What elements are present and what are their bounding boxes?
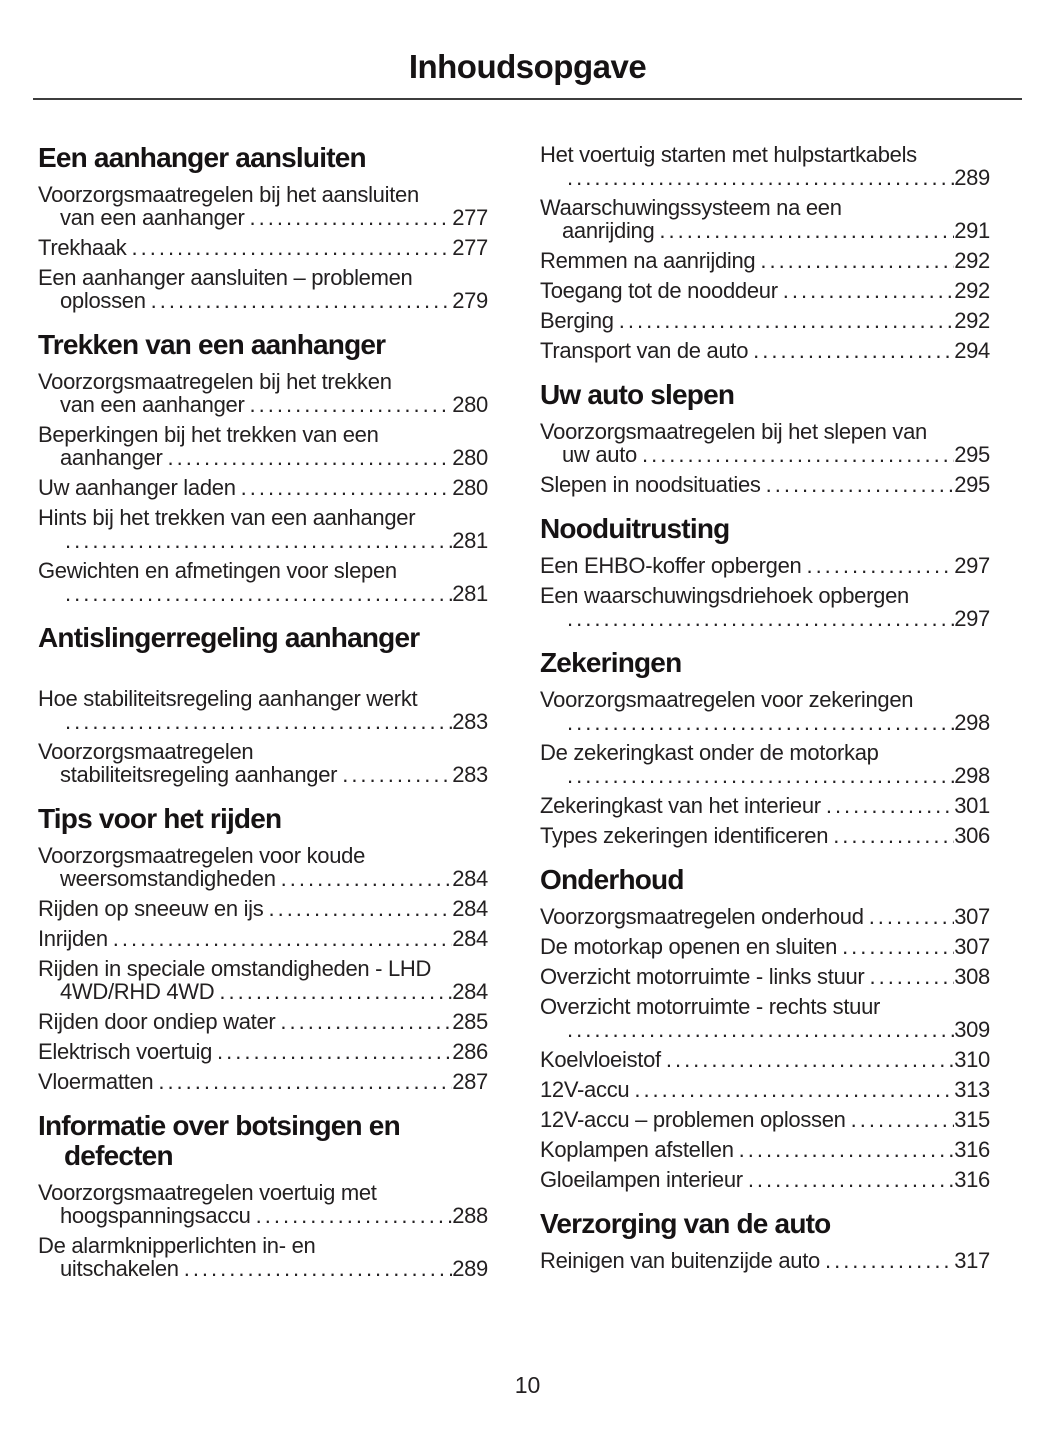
- entry-title: van een aanhanger: [60, 205, 245, 230]
- entry-page-number: 283: [452, 762, 488, 787]
- toc-entry: [38, 423, 488, 469]
- entry-title: Zekeringkast van het interieur: [540, 793, 821, 818]
- page-title: Inhoudsopgave: [408, 48, 647, 85]
- entry-leader-line: [38, 1204, 488, 1227]
- entry-page-number: 280: [452, 392, 488, 417]
- section-heading: [540, 648, 990, 678]
- entry-page-number: 287: [452, 1069, 488, 1094]
- entry-leader-line: [38, 206, 488, 229]
- dot-leader: [748, 339, 954, 362]
- entry-text-line: De alarmknipperlichten in- en: [38, 1233, 316, 1258]
- section-heading: [540, 380, 990, 410]
- section-heading: [540, 865, 990, 895]
- section-heading-line: Zekeringen: [540, 647, 682, 678]
- entry-page-number: 313: [954, 1077, 990, 1102]
- entry-title: 4WD/RHD 4WD: [60, 979, 215, 1004]
- toc-entry: [540, 309, 990, 332]
- entry-text-line: Voorzorgsmaatregelen voertuig met: [38, 1180, 377, 1205]
- entry-leader-line: [540, 1138, 990, 1161]
- entry-title: Koplampen afstellen: [540, 1137, 734, 1162]
- entry-page-number: 289: [452, 1256, 488, 1281]
- toc-entry: [540, 1138, 990, 1161]
- dot-leader: [212, 1040, 452, 1063]
- entry-page-number: 284: [452, 979, 488, 1004]
- entry-title: aanhanger: [60, 445, 163, 470]
- entry-page-number: 307: [954, 934, 990, 959]
- entry-text-line: Voorzorgsmaatregelen voor koude: [38, 843, 366, 868]
- dot-leader: [562, 711, 954, 734]
- toc-entry: [38, 266, 488, 312]
- dot-leader: [801, 554, 954, 577]
- dot-leader: [562, 607, 954, 630]
- toc-section: [38, 143, 488, 312]
- dot-leader: [661, 1048, 954, 1071]
- toc-entry: [540, 905, 990, 928]
- entry-text-line: Een aanhanger aansluiten – problemen: [38, 265, 413, 290]
- toc-entry: [540, 965, 990, 988]
- entry-page-number: 284: [452, 866, 488, 891]
- entry-page-number: 307: [954, 904, 990, 929]
- toc-entry: [38, 1040, 488, 1063]
- entry-leader-line: [38, 289, 488, 312]
- toc-entry: [38, 1181, 488, 1227]
- entry-title: Gloeilampen interieur: [540, 1167, 743, 1192]
- entry-leader-line: [38, 867, 488, 890]
- toc-entry: [540, 279, 990, 302]
- toc-entry: [38, 1070, 488, 1093]
- entry-title: Rijden op sneeuw en ijs: [38, 896, 264, 921]
- dot-leader: [629, 1078, 954, 1101]
- entry-leader-line: [540, 1048, 990, 1071]
- entry-title: Types zekeringen identificeren: [540, 823, 829, 848]
- entry-leader-line: [38, 980, 488, 1003]
- entry-text-line: Het voertuig starten met hulpstartkabels: [540, 142, 917, 167]
- entry-leader-line: [540, 279, 990, 302]
- section-heading: [38, 143, 488, 173]
- entry-title: uw auto: [562, 442, 637, 467]
- entry-title: Een EHBO-koffer opbergen: [540, 553, 802, 578]
- section-heading-line: Tips voor het rijden: [38, 803, 282, 834]
- entry-text-line: Een waarschuwingsdriehoek opbergen: [540, 583, 909, 608]
- entry-text-line: Rijden in speciale omstandigheden - LHD: [38, 956, 432, 981]
- toc-entry: [38, 1234, 488, 1280]
- dot-leader: [214, 980, 452, 1003]
- entry-leader-line: [540, 1168, 990, 1191]
- toc-entry: [540, 1168, 990, 1191]
- dot-leader: [60, 710, 452, 733]
- toc-entry: [540, 420, 990, 466]
- section-heading-line: Verzorging van de auto: [540, 1208, 831, 1239]
- toc-entry: [38, 183, 488, 229]
- entry-page-number: 281: [452, 581, 488, 606]
- toc-entry: [38, 370, 488, 416]
- entry-page-number: 310: [954, 1047, 990, 1072]
- entry-leader-line: [38, 446, 488, 469]
- dot-leader: [562, 1018, 954, 1041]
- dot-leader: [821, 794, 954, 817]
- toc-entry: [540, 995, 990, 1041]
- toc-entry: [38, 1010, 488, 1033]
- entry-title: Reinigen van buitenzijde auto: [540, 1248, 820, 1273]
- dot-leader: [562, 764, 954, 787]
- dot-leader: [263, 897, 452, 920]
- entry-page-number: 277: [452, 205, 488, 230]
- toc-entry: [540, 143, 990, 189]
- toc-entry: [540, 473, 990, 496]
- entry-text-line: Hints bij het trekken van een aanhanger: [38, 505, 416, 530]
- page-number: 10: [514, 1372, 541, 1398]
- entry-title: Overzicht motorruimte - links stuur: [540, 964, 865, 989]
- entry-title: Transport van de auto: [540, 338, 749, 363]
- page-footer: [0, 1372, 1055, 1398]
- toc-column-right: [540, 143, 990, 1287]
- section-heading-line: Nooduitrusting: [540, 513, 730, 544]
- toc-entry: [540, 554, 990, 577]
- entry-leader-line: [540, 1078, 990, 1101]
- entry-page-number: 316: [954, 1167, 990, 1192]
- dot-leader: [179, 1257, 452, 1280]
- toc-entry: [540, 1078, 990, 1101]
- section-heading: [540, 1209, 990, 1239]
- entry-leader-line: [540, 309, 990, 332]
- toc-entry: [38, 476, 488, 499]
- entry-text-line: Voorzorgsmaatregelen bij het trekken: [38, 369, 392, 394]
- section-heading-line: Trekken van een aanhanger: [38, 329, 386, 360]
- entry-title: Toegang tot de nooddeur: [540, 278, 778, 303]
- toc-section: [540, 648, 990, 847]
- dot-leader: [637, 443, 954, 466]
- entry-title: oplossen: [60, 288, 146, 313]
- entry-title: De motorkap openen en sluiten: [540, 934, 838, 959]
- entry-text-line: Beperkingen bij het trekken van een: [38, 422, 379, 447]
- toc-entry: [540, 249, 990, 272]
- toc-section: [38, 1111, 488, 1280]
- entry-title: aanrijding: [562, 218, 655, 243]
- entry-page-number: 301: [954, 793, 990, 818]
- entry-title: Remmen na aanrijding: [540, 248, 756, 273]
- entry-page-number: 317: [954, 1248, 990, 1273]
- toc-entry: [38, 559, 488, 605]
- entry-leader-line: [540, 1249, 990, 1272]
- toc-column-left: [38, 143, 488, 1287]
- section-heading-line: defecten: [64, 1140, 173, 1171]
- entry-page-number: 281: [452, 528, 488, 553]
- entry-leader-line: [38, 710, 488, 733]
- entry-leader-line: [38, 763, 488, 786]
- dot-leader: [778, 279, 954, 302]
- toc-entry: [540, 935, 990, 958]
- dot-leader: [761, 473, 955, 496]
- entry-title: hoogspanningsaccu: [60, 1203, 251, 1228]
- entry-leader-line: [540, 166, 990, 189]
- entry-page-number: 292: [954, 278, 990, 303]
- entry-page-number: 315: [954, 1107, 990, 1132]
- entry-title: 12V-accu – problemen oplossen: [540, 1107, 846, 1132]
- toc-entry: [540, 584, 990, 630]
- dot-leader: [864, 905, 955, 928]
- toc-entry: [540, 1249, 990, 1272]
- page-header: [0, 0, 1055, 100]
- entry-title: Vloermatten: [38, 1069, 154, 1094]
- entry-page-number: 288: [452, 1203, 488, 1228]
- dot-leader: [562, 166, 954, 189]
- dot-leader: [837, 935, 954, 958]
- section-heading-line: Informatie over botsingen en: [38, 1110, 400, 1141]
- entry-leader-line: [540, 824, 990, 847]
- entry-leader-line: [38, 1070, 488, 1093]
- entry-page-number: 289: [954, 165, 990, 190]
- title-divider: [33, 98, 1022, 100]
- toc-section: [540, 1209, 990, 1272]
- entry-page-number: 285: [452, 1009, 488, 1034]
- dot-leader: [146, 289, 453, 312]
- entry-page-number: 292: [954, 308, 990, 333]
- toc-entry: [540, 196, 990, 242]
- toc-section: [38, 804, 488, 1093]
- entry-page-number: 309: [954, 1017, 990, 1042]
- section-heading-line: Een aanhanger aansluiten: [38, 142, 366, 173]
- entry-page-number: 291: [954, 218, 990, 243]
- entry-leader-line: [540, 473, 990, 496]
- toc-entry: [540, 794, 990, 817]
- entry-leader-line: [38, 236, 488, 259]
- toc-section: [38, 623, 488, 786]
- section-heading-line: Uw auto slepen: [540, 379, 735, 410]
- entry-text-line: Waarschuwingssysteem na een: [540, 195, 842, 220]
- toc-section: [540, 143, 990, 362]
- entry-leader-line: [38, 582, 488, 605]
- entry-title: Trekhaak: [38, 235, 127, 260]
- entry-leader-line: [38, 393, 488, 416]
- entry-title: 12V-accu: [540, 1077, 630, 1102]
- entry-leader-line: [540, 554, 990, 577]
- dot-leader: [108, 927, 452, 950]
- entry-title: Voorzorgsmaatregelen onderhoud: [540, 904, 864, 929]
- dot-leader: [153, 1070, 452, 1093]
- entry-page-number: 292: [954, 248, 990, 273]
- toc-entry: [540, 1048, 990, 1071]
- entry-leader-line: [540, 1108, 990, 1131]
- dot-leader: [275, 1010, 452, 1033]
- entry-page-number: 280: [452, 445, 488, 470]
- entry-leader-line: [540, 711, 990, 734]
- dot-leader: [654, 219, 954, 242]
- entry-title: weersomstandigheden: [60, 866, 276, 891]
- entry-leader-line: [540, 249, 990, 272]
- toc-entry: [38, 236, 488, 259]
- entry-text-line: Voorzorgsmaatregelen bij het aansluiten: [38, 182, 419, 207]
- section-heading: [38, 1111, 488, 1171]
- dot-leader: [245, 206, 453, 229]
- entry-leader-line: [38, 1010, 488, 1033]
- entry-text-line: Voorzorgsmaatregelen voor zekeringen: [540, 687, 914, 712]
- entry-title: Koelvloeistof: [540, 1047, 661, 1072]
- entry-text-line: De zekeringkast onder de motorkap: [540, 740, 879, 765]
- toc-section: [38, 330, 488, 605]
- entry-title: Berging: [540, 308, 614, 333]
- section-heading: [38, 330, 488, 360]
- dot-leader: [846, 1108, 955, 1131]
- entry-text-line: Gewichten en afmetingen voor slepen: [38, 558, 397, 583]
- dot-leader: [864, 965, 954, 988]
- dot-leader: [337, 763, 452, 786]
- entry-page-number: 298: [954, 763, 990, 788]
- entry-title: uitschakelen: [60, 1256, 179, 1281]
- section-heading-line: Onderhoud: [540, 864, 684, 895]
- toc-entry: [540, 741, 990, 787]
- dot-leader: [236, 476, 453, 499]
- entry-leader-line: [540, 219, 990, 242]
- entry-leader-line: [540, 443, 990, 466]
- entry-page-number: 277: [452, 235, 488, 260]
- entry-leader-line: [38, 1257, 488, 1280]
- entry-leader-line: [540, 905, 990, 928]
- entry-leader-line: [540, 607, 990, 630]
- entry-page-number: 283: [452, 709, 488, 734]
- toc-entry: [540, 688, 990, 734]
- section-heading-line: Antislingerregeling aanhanger: [38, 622, 420, 653]
- entry-leader-line: [38, 897, 488, 920]
- entry-title: Rijden door ondiep water: [38, 1009, 276, 1034]
- entry-title: Inrijden: [38, 926, 108, 951]
- entry-page-number: 280: [452, 475, 488, 500]
- dot-leader: [163, 446, 453, 469]
- dot-leader: [743, 1168, 954, 1191]
- entry-page-number: 284: [452, 896, 488, 921]
- dot-leader: [251, 1204, 453, 1227]
- entry-page-number: 295: [954, 442, 990, 467]
- entry-leader-line: [540, 794, 990, 817]
- entry-leader-line: [540, 965, 990, 988]
- entry-title: Slepen in noodsituaties: [540, 472, 761, 497]
- entry-text-line: Voorzorgsmaatregelen: [38, 739, 254, 764]
- dot-leader: [614, 309, 954, 332]
- entry-leader-line: [540, 1018, 990, 1041]
- entry-leader-line: [540, 764, 990, 787]
- toc-entry: [38, 506, 488, 552]
- toc-entry: [540, 339, 990, 362]
- entry-page-number: 295: [954, 472, 990, 497]
- dot-leader: [820, 1249, 954, 1272]
- toc-section: [540, 380, 990, 496]
- toc-entry: [540, 1108, 990, 1131]
- toc-section: [540, 865, 990, 1191]
- dot-leader: [60, 582, 452, 605]
- entry-page-number: 297: [954, 606, 990, 631]
- entry-page-number: 298: [954, 710, 990, 735]
- entry-page-number: 297: [954, 553, 990, 578]
- entry-title: van een aanhanger: [60, 392, 245, 417]
- entry-page-number: 308: [954, 964, 990, 989]
- entry-leader-line: [38, 1040, 488, 1063]
- toc-entry: [38, 927, 488, 950]
- entry-leader-line: [38, 476, 488, 499]
- entry-page-number: 316: [954, 1137, 990, 1162]
- entry-page-number: 284: [452, 926, 488, 951]
- toc-entry: [38, 957, 488, 1003]
- toc-section: [540, 514, 990, 630]
- entry-leader-line: [38, 529, 488, 552]
- entry-page-number: 294: [954, 338, 990, 363]
- entry-page-number: 286: [452, 1039, 488, 1064]
- toc-entry: [38, 740, 488, 786]
- entry-text-line: Overzicht motorruimte - rechts stuur: [540, 994, 881, 1019]
- section-heading: [38, 623, 488, 653]
- entry-leader-line: [540, 935, 990, 958]
- section-heading: [38, 804, 488, 834]
- toc-entry: [38, 844, 488, 890]
- dot-leader: [755, 249, 954, 272]
- dot-leader: [828, 824, 954, 847]
- entry-page-number: 279: [452, 288, 488, 313]
- entry-text-line: Voorzorgsmaatregelen bij het slepen van: [540, 419, 927, 444]
- section-heading: [540, 514, 990, 544]
- dot-leader: [60, 529, 452, 552]
- entry-title: Uw aanhanger laden: [38, 475, 236, 500]
- dot-leader: [276, 867, 453, 890]
- entry-leader-line: [38, 927, 488, 950]
- dot-leader: [127, 236, 453, 259]
- entry-text-line: Hoe stabiliteitsregeling aanhanger werkt: [38, 686, 418, 711]
- entry-page-number: 306: [954, 823, 990, 848]
- entry-title: stabiliteitsregeling aanhanger: [60, 762, 338, 787]
- toc-entry: [38, 687, 488, 733]
- toc-entry: [38, 897, 488, 920]
- toc-entry: [540, 824, 990, 847]
- dot-leader: [245, 393, 453, 416]
- entry-leader-line: [540, 339, 990, 362]
- dot-leader: [734, 1138, 955, 1161]
- entry-title: Elektrisch voertuig: [38, 1039, 213, 1064]
- toc-columns: [38, 143, 990, 1287]
